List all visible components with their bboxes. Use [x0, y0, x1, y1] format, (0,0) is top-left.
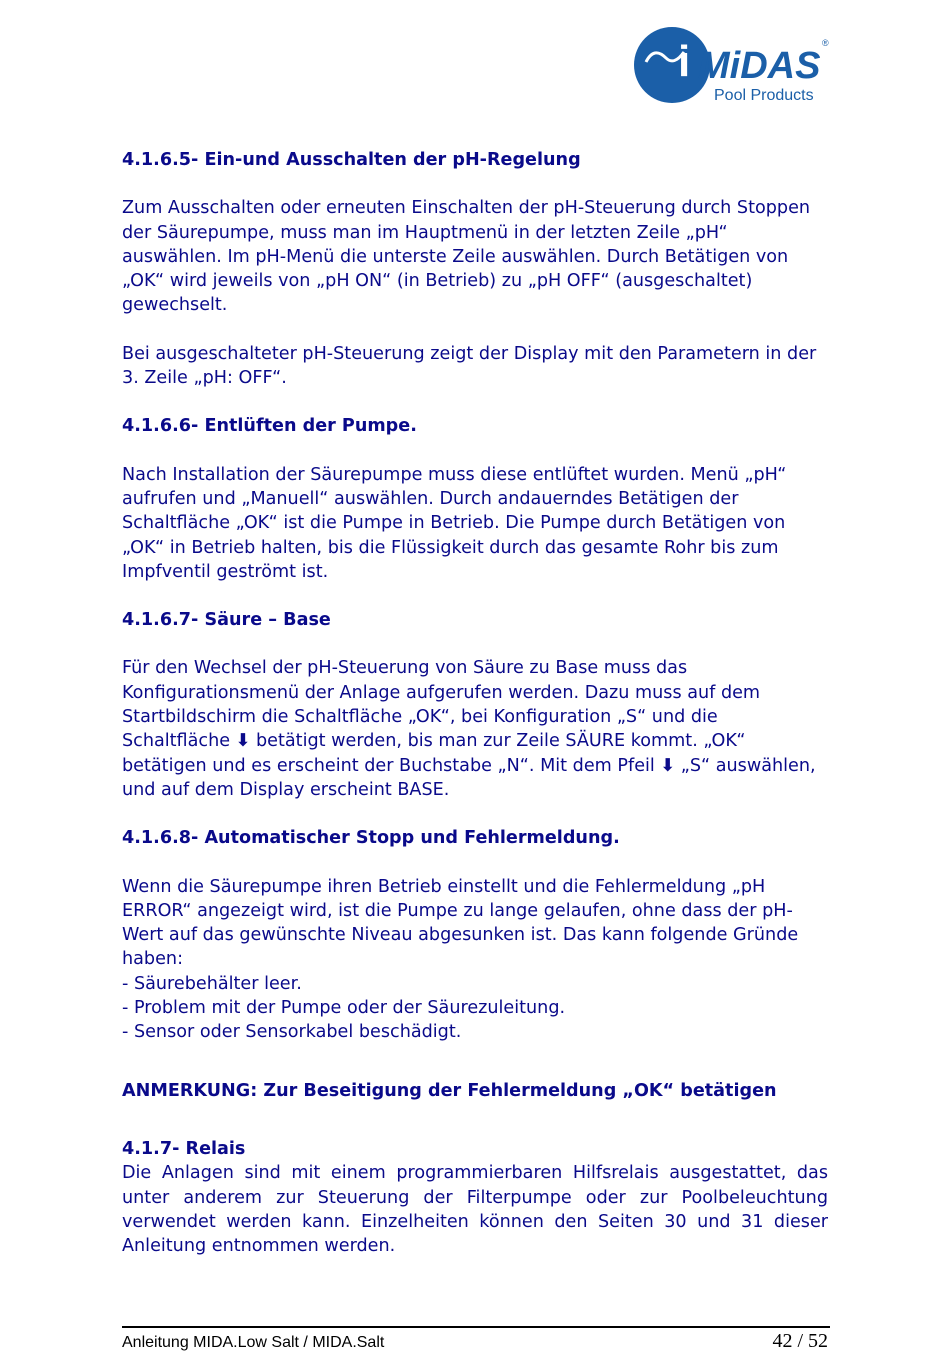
page-number: 42 / 52 — [772, 1330, 828, 1352]
arrow-down-icon: ⬇ — [660, 755, 676, 776]
document-body — [122, 148, 828, 1258]
list-item: - Problem mit der Pumpe oder der Säurezuleitung. — [122, 998, 566, 1019]
arrow-down-icon: ⬇ — [235, 731, 251, 752]
footer-title: Anleitung MIDA.Low Salt / MIDA.Salt — [122, 1334, 385, 1351]
logo-brand: MiDAS — [698, 45, 821, 87]
list-item: - Säurebehälter leer. — [122, 973, 302, 994]
paragraph-text: Für den Wechsel der pH-Steuerung von Säure zu Base muss das Konfigurationsmenü der Anlage aufgerufen werden. Dazu muss auf dem Startbildschirm die Schaltfläche „OK“, bei Konfiguration „S“ und die Schaltfläche — [122, 658, 761, 752]
midas-logo — [632, 22, 832, 108]
paragraph: Bei ausgeschalteter pH-Steuerung zeigt der Display mit den Parametern in der 3. Zeile „pH: OFF“. — [122, 343, 817, 389]
paragraph: Zum Ausschalten oder erneuten Einschalten der pH-Steuerung durch Stoppen der Säurepumpe, muss man im Hauptmenü in der letzten Zeile „pH“ auswählen. Im pH-Menü die unterste Zeile auswählen. Durch Betätigen von „OK“ wird jeweils von „pH ON“ (in Betrieb) zu „pH OFF“ (ausgeschaltet) gewechselt. — [122, 198, 811, 316]
paragraph — [122, 656, 828, 802]
list-item: - Sensor oder Sensorkabel beschädigt. — [122, 1022, 462, 1043]
section-heading: 4.1.6.5- Ein-und Ausschalten der pH-Regelung — [122, 150, 581, 170]
paragraph-text: „S“ auswählen, und auf dem Display erscheint BASE. — [122, 755, 816, 800]
section-heading: 4.1.6.7- Säure – Base — [122, 610, 331, 631]
footer-divider — [122, 1326, 830, 1328]
paragraph: Die Anlagen sind mit einem programmierbaren Hilfsrelais ausgestattet, das unter anderem zur Steuerung der Filterpumpe oder zur Poolbeleuchtung verwendet werden kann. Einzelheiten können den Seiten 30 und 31 dieser Anleitung entnommen werden. — [122, 1163, 828, 1257]
paragraph: Nach Installation der Säurepumpe muss diese entlüftet wurden. Menü „pH“ aufrufen und „Manuell“ auswählen. Durch andauerndes Betätigen der Schaltfläche „OK“ ist die Pumpe in Betrieb. Die Pumpe durch Betätigen von „OK“ in Betrieb halten, bis die Flüssigkeit durch das gesamte Rohr bis zum Impfventil geströmt ist. — [122, 464, 787, 582]
reasons-list — [122, 972, 828, 1045]
section-heading: 4.1.7- Relais — [122, 1138, 246, 1159]
note: ANMERKUNG: Zur Beseitigung der Fehlermeldung „OK“ betätigen — [122, 1080, 777, 1101]
section-heading: 4.1.6.8- Automatischer Stopp und Fehlermeldung. — [122, 828, 620, 849]
paragraph-text: betätigt werden, bis man zur Zeile SÄURE kommt. „OK“ betätigen und es erscheint der Buchstabe „N“. Mit dem Pfeil — [122, 731, 746, 776]
logo-tagline: Pool Products — [714, 87, 814, 104]
logo-brand-i: i — [678, 37, 691, 86]
logo-reg: ® — [822, 38, 829, 48]
section-heading: 4.1.6.6- Entlüften der Pumpe. — [122, 416, 417, 437]
paragraph: Wenn die Säurepumpe ihren Betrieb einstellt und die Fehlermeldung „pH ERROR“ angezeigt wird, ist die Pumpe zu lange gelaufen, ohne dass der pH-Wert auf das gewünschte Niveau abgesunken ist. Das kann folgende Gründe haben: — [122, 876, 799, 970]
